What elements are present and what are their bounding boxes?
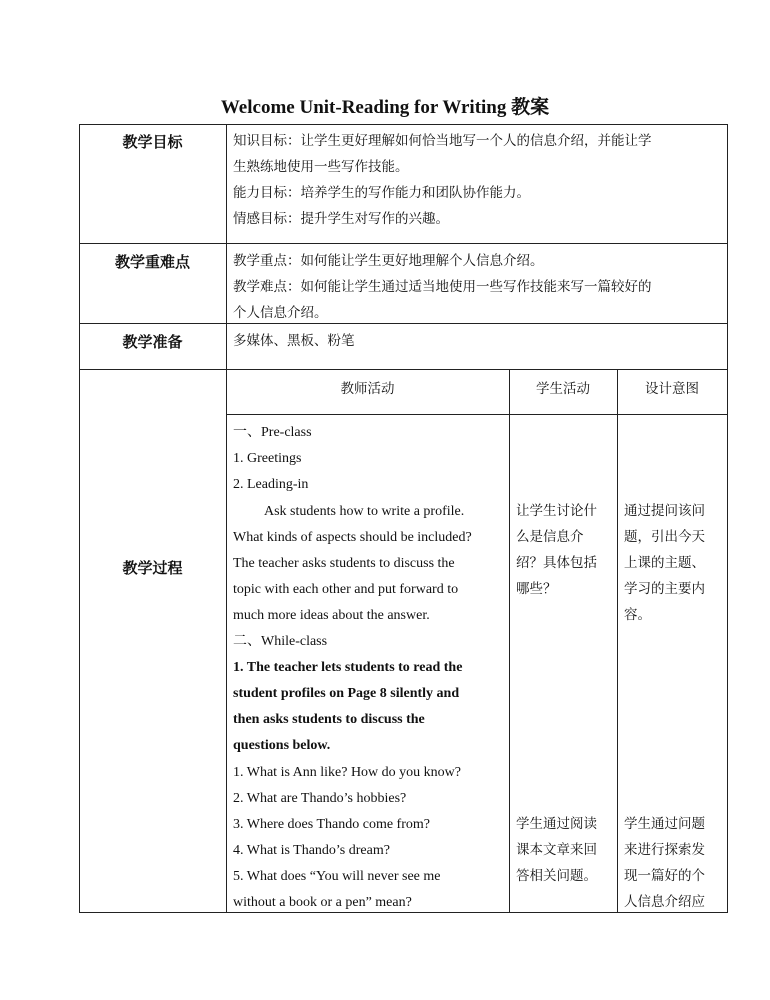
- key-points-line-2: 教学难点：如何能让学生通过适当地使用一些写作技能来写一篇较好的: [233, 279, 652, 295]
- row-divider: [79, 323, 728, 324]
- teacher-line: What kinds of aspects should be included?: [233, 530, 472, 545]
- design-intent-line: 来进行探索发: [624, 842, 705, 858]
- teacher-line: 二、While-class: [233, 634, 328, 649]
- design-intent-line: 容。: [624, 607, 651, 623]
- student-activity-line: 么是信息介: [516, 529, 584, 545]
- objectives-line-1: 知识目标：让学生更好理解如何恰当地写一个人的信息介绍，并能让学: [233, 133, 652, 149]
- teacher-line-bold: student profiles on Page 8 silently and: [233, 686, 460, 701]
- teacher-line: without a book or a pen” mean?: [233, 895, 412, 910]
- subheader-divider: [226, 414, 728, 415]
- student-activity-line: 哪些？: [516, 581, 557, 597]
- teacher-line: 4. What is Thando’s dream?: [233, 843, 390, 858]
- row-divider: [79, 243, 728, 244]
- design-intent-line: 学习的主要内: [624, 581, 705, 597]
- header-student-activity: 学生活动: [536, 381, 590, 397]
- key-points-label: 教学重难点: [114, 253, 190, 271]
- design-intent-line: 题，引出今天: [624, 529, 705, 545]
- row-divider: [79, 369, 728, 370]
- process-label: 教学过程: [122, 559, 183, 577]
- key-points-line-3: 个人信息介绍。: [233, 305, 328, 321]
- teacher-line: Ask students how to write a profile.: [264, 504, 465, 519]
- teacher-line: 一、Pre-class: [233, 425, 312, 440]
- teacher-line-bold: questions below.: [233, 738, 331, 753]
- teacher-line: much more ideas about the answer.: [233, 608, 430, 623]
- design-intent-line: 学生通过问题: [624, 816, 705, 832]
- student-activity-line: 答相关问题。: [516, 868, 597, 884]
- teacher-line: 2. What are Thando’s hobbies?: [233, 791, 407, 806]
- key-points-line-1: 教学重点：如何能让学生更好地理解个人信息介绍。: [233, 253, 544, 269]
- preparation-text: 多媒体、黑板、粉笔: [233, 333, 355, 349]
- design-intent-line: 人信息介绍应: [624, 894, 705, 910]
- table-border-right: [727, 124, 728, 913]
- teacher-line: 5. What does “You will never see me: [233, 869, 441, 884]
- teacher-line: 2. Leading-in: [233, 477, 309, 492]
- label-column-divider: [226, 124, 227, 913]
- design-intent-line: 现一篇好的个: [624, 868, 705, 884]
- document-title: Welcome Unit-Reading for Writing 教案: [220, 97, 550, 118]
- teacher-line: The teacher asks students to discuss the: [233, 556, 455, 571]
- objectives-line-4: 情感目标：提升学生对写作的兴趣。: [233, 211, 449, 227]
- objectives-label: 教学目标: [122, 133, 183, 151]
- student-activity-line: 绍？具体包括: [516, 555, 597, 571]
- objectives-line-3: 能力目标：培养学生的写作能力和团队协作能力。: [233, 185, 530, 201]
- design-intent-line: 上课的主题、: [624, 555, 705, 571]
- teacher-line: 1. Greetings: [233, 451, 302, 466]
- design-intent-line: 通过提问该问: [624, 503, 705, 519]
- student-activity-line: 课本文章来回: [516, 842, 597, 858]
- header-design-intent: 设计意图: [645, 381, 699, 397]
- table-border-top: [79, 124, 728, 125]
- objectives-line-2: 生熟练地使用一些写作技能。: [233, 159, 409, 175]
- preparation-label: 教学准备: [122, 333, 183, 351]
- teacher-line-bold: 1. The teacher lets students to read the: [233, 660, 463, 675]
- header-teacher-activity: 教师活动: [340, 381, 395, 397]
- intent-column-divider: [617, 369, 618, 913]
- teacher-line: 1. What is Ann like? How do you know?: [233, 765, 461, 780]
- student-column-divider: [509, 369, 510, 913]
- teacher-line-bold: then asks students to discuss the: [233, 712, 425, 727]
- teacher-line: topic with each other and put forward to: [233, 582, 459, 597]
- teacher-line: 3. Where does Thando come from?: [233, 817, 430, 832]
- student-activity-line: 让学生讨论什: [516, 503, 597, 519]
- table-border-left: [79, 124, 80, 913]
- student-activity-line: 学生通过阅读: [516, 816, 597, 832]
